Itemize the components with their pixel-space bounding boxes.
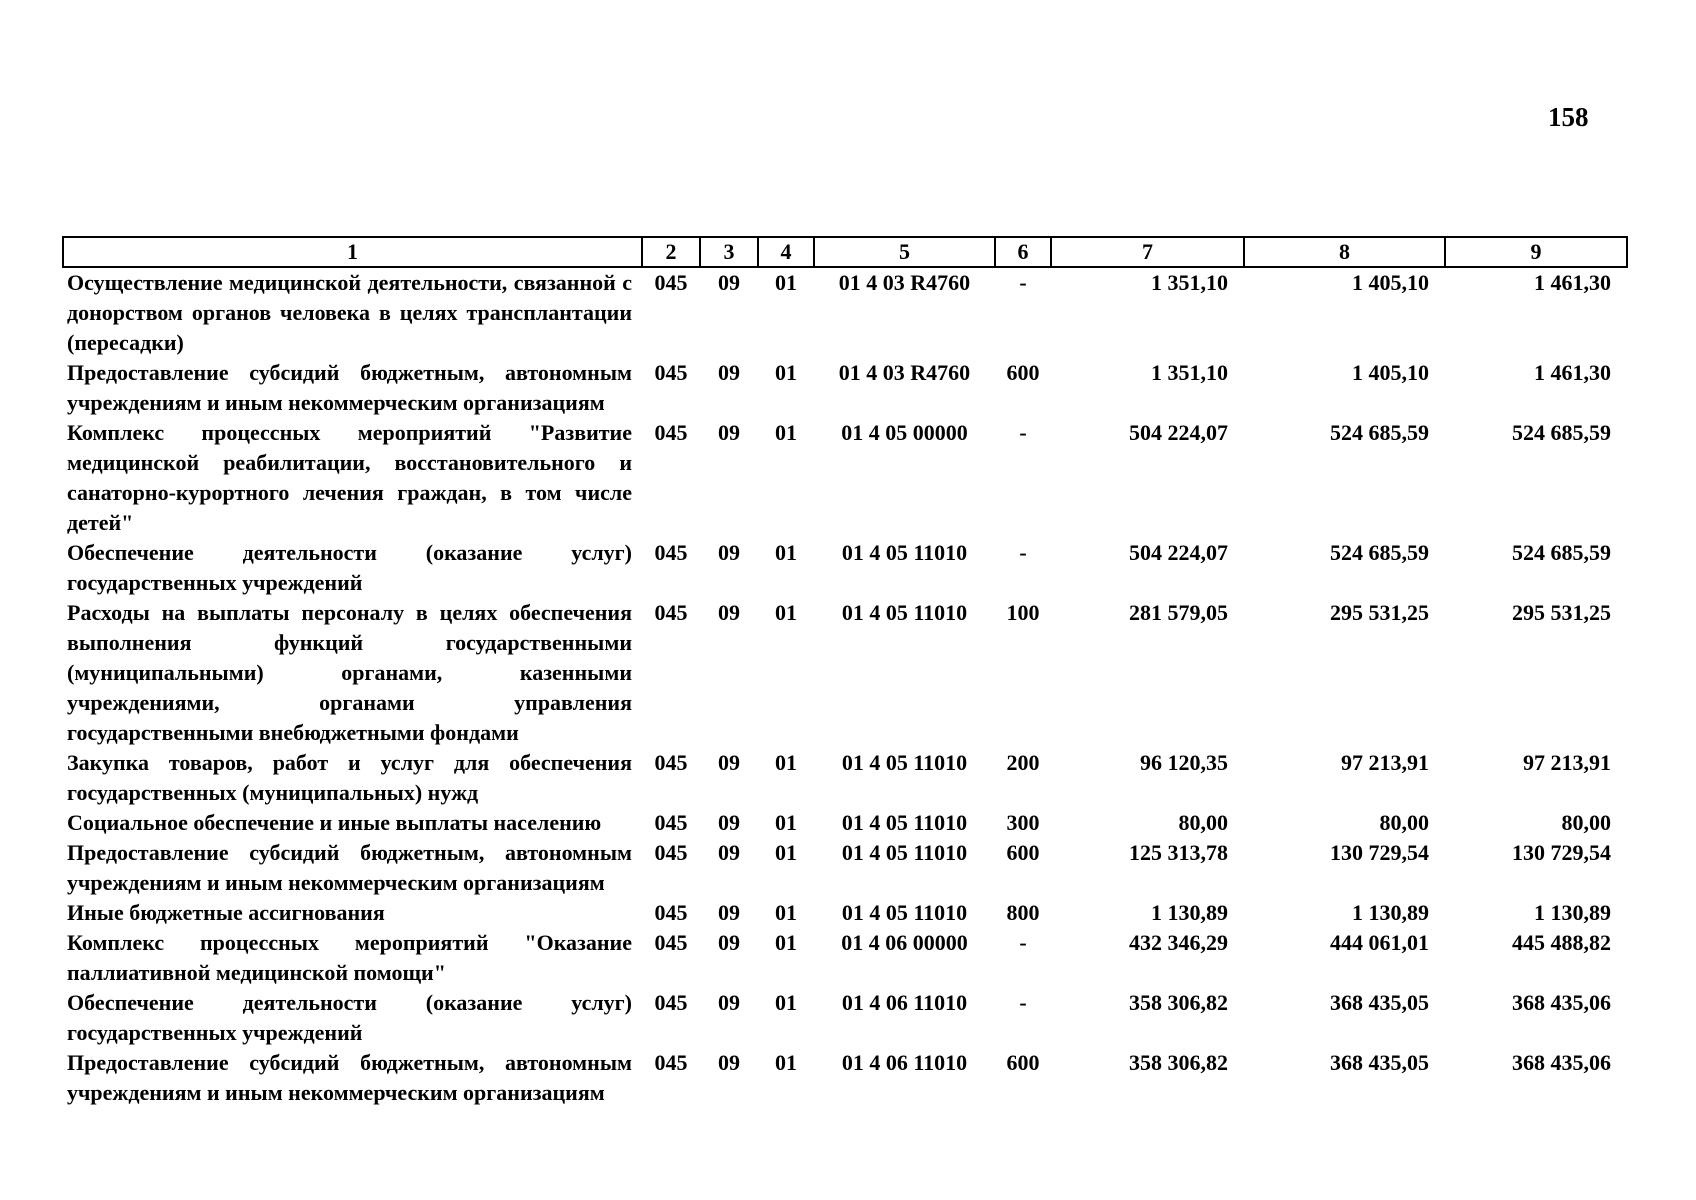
row-code-col4: 01 — [775, 540, 797, 565]
row-code-col5: 01 4 05 11010 — [841, 540, 968, 565]
row-amount-col7: 1 351,10 — [1151, 270, 1228, 295]
row-amount-col8: 524 685,59 — [1330, 540, 1429, 565]
row-amount-col9: 368 435,06 — [1512, 990, 1611, 1015]
row-amount-col8: 1 405,10 — [1352, 270, 1429, 295]
row-code-col3: 09 — [718, 930, 740, 955]
table-row — [63, 928, 1627, 988]
row-code-col6: - — [1019, 930, 1027, 955]
row-code-col3: 09 — [718, 810, 740, 835]
row-amount-col8: 524 685,59 — [1330, 420, 1429, 445]
row-amount-col8: 368 435,05 — [1330, 1050, 1429, 1075]
row-name: Предоставление субсидий бюджетным, автономным учреждениям и иным некоммерческим организациям — [67, 840, 632, 895]
row-amount-col9: 1 461,30 — [1534, 360, 1611, 385]
row-code-col6: 200 — [1006, 750, 1040, 775]
row-code-col6: 600 — [1006, 840, 1040, 865]
row-amount-col7: 281 579,05 — [1129, 600, 1228, 625]
row-amount-col7: 504 224,07 — [1129, 420, 1228, 445]
row-code-col4: 01 — [775, 270, 797, 295]
column-header-4: 4 — [758, 237, 814, 267]
row-code-col2: 045 — [654, 420, 688, 445]
table-row — [63, 898, 1627, 928]
table-row — [63, 358, 1627, 418]
row-amount-col7: 504 224,07 — [1129, 540, 1228, 565]
row-code-col5: 01 4 05 11010 — [841, 840, 968, 865]
row-code-col6: 100 — [1006, 600, 1040, 625]
column-header-6: 6 — [995, 237, 1051, 267]
row-name: Предоставление субсидий бюджетным, автономным учреждениям и иным некоммерческим организациям — [67, 1050, 632, 1105]
row-code-col5: 01 4 05 11010 — [841, 600, 968, 625]
row-name: Комплекс процессных мероприятий "Оказание паллиативной медицинской помощи" — [67, 930, 632, 985]
row-name: Закупка товаров, работ и услуг для обеспечения государственных (муниципальных) нужд — [67, 750, 632, 805]
row-code-col3: 09 — [718, 600, 740, 625]
page-number: 158 — [1548, 102, 1589, 132]
table-row — [63, 838, 1627, 898]
row-amount-col7: 80,00 — [1178, 810, 1228, 835]
table-row — [63, 538, 1627, 598]
row-code-col5: 01 4 05 11010 — [841, 750, 968, 775]
row-code-col3: 09 — [718, 990, 740, 1015]
table-row — [63, 598, 1627, 748]
row-code-col5: 01 4 05 11010 — [841, 810, 968, 835]
row-code-col3: 09 — [718, 840, 740, 865]
row-code-col3: 09 — [718, 900, 740, 925]
row-code-col5: 01 4 03 R4760 — [838, 360, 971, 385]
row-code-col2: 045 — [654, 600, 688, 625]
row-amount-col9: 97 213,91 — [1523, 750, 1611, 775]
row-code-col6: 600 — [1006, 1050, 1040, 1075]
column-header-8: 8 — [1244, 237, 1445, 267]
row-amount-col8: 295 531,25 — [1330, 600, 1429, 625]
row-name: Комплекс процессных мероприятий "Развитие медицинской реабилитации, восстановительного и санаторно-курортного лечения граждан, в том числе детей" — [67, 420, 632, 535]
row-code-col2: 045 — [654, 930, 688, 955]
row-amount-col7: 125 313,78 — [1129, 840, 1228, 865]
row-amount-col9: 130 729,54 — [1512, 840, 1611, 865]
row-code-col3: 09 — [718, 420, 740, 445]
row-code-col5: 01 4 06 11010 — [841, 990, 968, 1015]
row-code-col4: 01 — [775, 600, 797, 625]
table-row — [63, 418, 1627, 538]
row-code-col4: 01 — [775, 810, 797, 835]
row-code-col6: - — [1019, 540, 1027, 565]
row-code-col3: 09 — [718, 540, 740, 565]
table-row — [63, 267, 1627, 358]
row-name: Предоставление субсидий бюджетным, автономным учреждениям и иным некоммерческим организациям — [67, 360, 632, 415]
row-code-col2: 045 — [654, 1050, 688, 1075]
row-code-col6: - — [1019, 420, 1027, 445]
column-header-1: 1 — [63, 237, 642, 267]
row-name: Обеспечение деятельности (оказание услуг) государственных учреждений — [67, 990, 632, 1045]
row-code-col6: - — [1019, 270, 1027, 295]
row-name: Иные бюджетные ассигнования — [67, 900, 385, 925]
row-amount-col7: 358 306,82 — [1129, 1050, 1228, 1075]
table-row — [63, 1048, 1627, 1108]
row-code-col4: 01 — [775, 840, 797, 865]
row-code-col6: 600 — [1006, 360, 1040, 385]
row-amount-col7: 358 306,82 — [1129, 990, 1228, 1015]
row-code-col2: 045 — [654, 270, 688, 295]
row-name: Осуществление медицинской деятельности, связанной с донорством органов человека в целях трансплантации (пересадки) — [67, 270, 632, 355]
column-header-7: 7 — [1051, 237, 1244, 267]
row-code-col6: 300 — [1006, 810, 1040, 835]
row-name: Социальное обеспечение и иные выплаты населению — [67, 810, 602, 835]
budget-table — [62, 236, 1628, 1108]
row-code-col2: 045 — [654, 810, 688, 835]
row-amount-col7: 1 130,89 — [1151, 900, 1228, 925]
row-code-col5: 01 4 05 11010 — [841, 900, 968, 925]
row-name: Расходы на выплаты персоналу в целях обеспечения выполнения функций государственными (муниципальными) органами, казенными учреждениями, органами управления государственными внебюджетными фондами — [67, 600, 632, 745]
row-amount-col8: 80,00 — [1379, 810, 1429, 835]
row-code-col3: 09 — [718, 750, 740, 775]
row-name: Обеспечение деятельности (оказание услуг) государственных учреждений — [67, 540, 632, 595]
row-code-col6: - — [1019, 990, 1027, 1015]
row-amount-col7: 96 120,35 — [1140, 750, 1228, 775]
row-amount-col9: 1 130,89 — [1534, 900, 1611, 925]
row-code-col4: 01 — [775, 930, 797, 955]
row-code-col2: 045 — [654, 990, 688, 1015]
table-body — [63, 267, 1627, 1108]
row-amount-col8: 444 061,01 — [1330, 930, 1429, 955]
row-amount-col9: 368 435,06 — [1512, 1050, 1611, 1075]
row-code-col3: 09 — [718, 1050, 740, 1075]
column-header-2: 2 — [642, 237, 700, 267]
row-code-col5: 01 4 03 R4760 — [838, 270, 971, 295]
row-code-col4: 01 — [775, 1050, 797, 1075]
row-amount-col9: 524 685,59 — [1512, 420, 1611, 445]
column-header-5: 5 — [814, 237, 995, 267]
table-header-row — [63, 237, 1627, 267]
row-code-col4: 01 — [775, 750, 797, 775]
row-amount-col8: 1 130,89 — [1352, 900, 1429, 925]
row-code-col2: 045 — [654, 900, 688, 925]
row-amount-col9: 80,00 — [1561, 810, 1611, 835]
table-row — [63, 808, 1627, 838]
row-code-col5: 01 4 06 00000 — [841, 930, 968, 955]
row-amount-col7: 1 351,10 — [1151, 360, 1228, 385]
row-amount-col8: 1 405,10 — [1352, 360, 1429, 385]
row-code-col4: 01 — [775, 360, 797, 385]
row-amount-col9: 445 488,82 — [1512, 930, 1611, 955]
row-code-col3: 09 — [718, 270, 740, 295]
row-amount-col9: 1 461,30 — [1534, 270, 1611, 295]
row-amount-col7: 432 346,29 — [1129, 930, 1228, 955]
row-code-col2: 045 — [654, 840, 688, 865]
row-code-col2: 045 — [654, 750, 688, 775]
row-code-col2: 045 — [654, 360, 688, 385]
row-amount-col9: 524 685,59 — [1512, 540, 1611, 565]
row-amount-col8: 97 213,91 — [1341, 750, 1429, 775]
column-header-9: 9 — [1445, 237, 1627, 267]
column-header-3: 3 — [700, 237, 758, 267]
row-code-col4: 01 — [775, 420, 797, 445]
row-code-col6: 800 — [1006, 900, 1040, 925]
row-amount-col8: 130 729,54 — [1330, 840, 1429, 865]
row-amount-col8: 368 435,05 — [1330, 990, 1429, 1015]
row-amount-col9: 295 531,25 — [1512, 600, 1611, 625]
row-code-col4: 01 — [775, 990, 797, 1015]
table-row — [63, 988, 1627, 1048]
row-code-col3: 09 — [718, 360, 740, 385]
row-code-col5: 01 4 05 00000 — [841, 420, 968, 445]
table-row — [63, 748, 1627, 808]
row-code-col4: 01 — [775, 900, 797, 925]
row-code-col2: 045 — [654, 540, 688, 565]
row-code-col5: 01 4 06 11010 — [841, 1050, 968, 1075]
